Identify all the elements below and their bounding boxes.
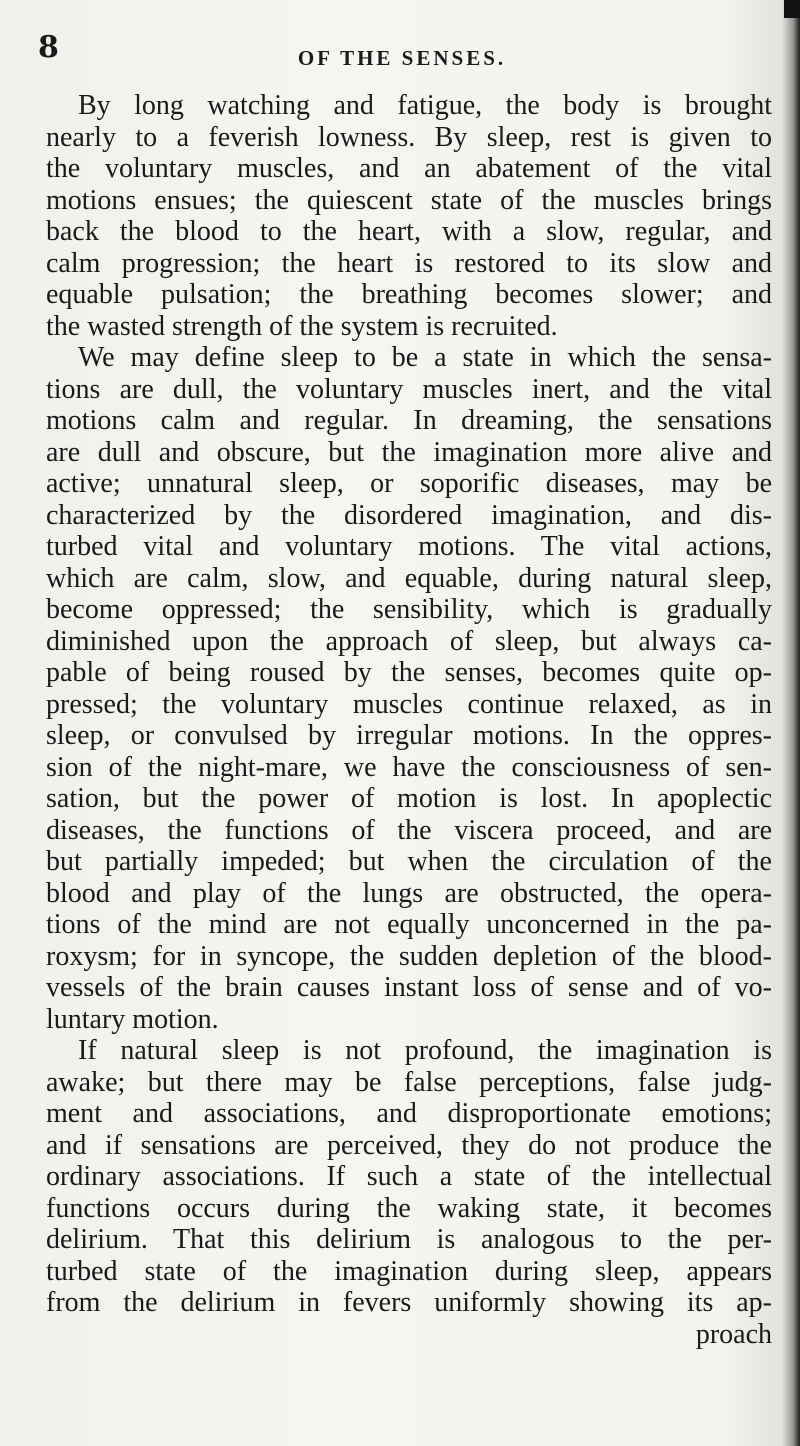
text-line: awake; but there may be false perceptions, false judg-: [46, 1066, 772, 1098]
text-line: the voluntary muscles, and an abatement of the vital: [46, 153, 772, 184]
page-header: [34, 26, 770, 70]
text-line: tions are dull, the voluntary muscles inert, and the vital: [46, 373, 772, 405]
text-line: tions of the mind are not equally unconcerned in the pa-: [46, 909, 772, 940]
text-line: but partially impeded; but when the circulation of the: [46, 846, 772, 877]
text-line: diminished upon the approach of sleep, but always ca-: [46, 625, 772, 657]
text-line: turbed state of the imagination during sleep, appears: [46, 1255, 772, 1287]
text-line: active; unnatural sleep, or soporific diseases, may be: [46, 468, 772, 499]
text-line: roxysm; for in syncope, the sudden depletion of the blood-: [46, 940, 772, 972]
text-line: blood and play of the lungs are obstructed, the opera-: [46, 877, 772, 909]
text-line: delirium. That this delirium is analogous to the per-: [46, 1224, 772, 1255]
text-line: By long watching and fatigue, the body is brought: [78, 90, 772, 121]
text-line: are dull and obscure, but the imagination more alive and: [46, 436, 772, 468]
text-line: from the delirium in fevers uniformly showing its ap-: [46, 1287, 772, 1318]
scan-corner-mark: [784, 0, 800, 18]
text-line: nearly to a feverish lowness. By sleep, rest is given to: [46, 121, 772, 153]
text-line: which are calm, slow, and equable, during natural sleep,: [46, 562, 772, 594]
text-line: motions calm and regular. In dreaming, the sensations: [46, 405, 772, 436]
text-line: become oppressed; the sensibility, which is gradually: [46, 594, 772, 625]
text-line: motions ensues; the quiescent state of the muscles brings: [46, 184, 772, 216]
text-line: turbed vital and voluntary motions. The vital actions,: [46, 531, 772, 562]
text-line: functions occurs during the waking state, it becomes: [46, 1192, 772, 1224]
text-line: diseases, the functions of the viscera proceed, and are: [46, 814, 772, 846]
text-line: ment and associations, and disproportionate emotions;: [46, 1098, 772, 1129]
page-edge-shadow: [782, 0, 800, 1446]
running-title: OF THE SENSES.: [297, 46, 507, 70]
text-line: If natural sleep is not profound, the imagination is: [78, 1035, 772, 1066]
text-line: characterized by the disordered imagination, and dis-: [46, 499, 772, 531]
body-text: [46, 90, 772, 1350]
text-line: back the blood to the heart, with a slow, regular, and: [46, 216, 772, 247]
text-line: ordinary associations. If such a state of the intellectual: [46, 1161, 772, 1192]
text-line: sion of the night-mare, we have the consciousness of sen-: [46, 751, 772, 783]
text-line: vessels of the brain causes instant loss of sense and of vo-: [46, 972, 772, 1003]
text-line: the wasted strength of the system is recruited.: [46, 310, 558, 342]
text-line: sleep, or convulsed by irregular motions. In the oppres-: [46, 720, 772, 751]
text-line: equable pulsation; the breathing becomes slower; and: [46, 279, 772, 310]
text-line: pable of being roused by the senses, becomes quite op-: [46, 657, 772, 688]
text-line: pressed; the voluntary muscles continue relaxed, as in: [46, 688, 772, 720]
text-line: We may define sleep to be a state in which the sensa-: [78, 342, 772, 373]
text-line: luntary motion.: [46, 1003, 219, 1035]
text-line: calm progression; the heart is restored to its slow and: [46, 247, 772, 279]
text-line: proach: [695, 1318, 772, 1350]
page-number: 8: [38, 30, 59, 65]
text-line: and if sensations are perceived, they do not produce the: [46, 1129, 772, 1161]
text-line: sation, but the power of motion is lost. In apoplectic: [46, 783, 772, 814]
